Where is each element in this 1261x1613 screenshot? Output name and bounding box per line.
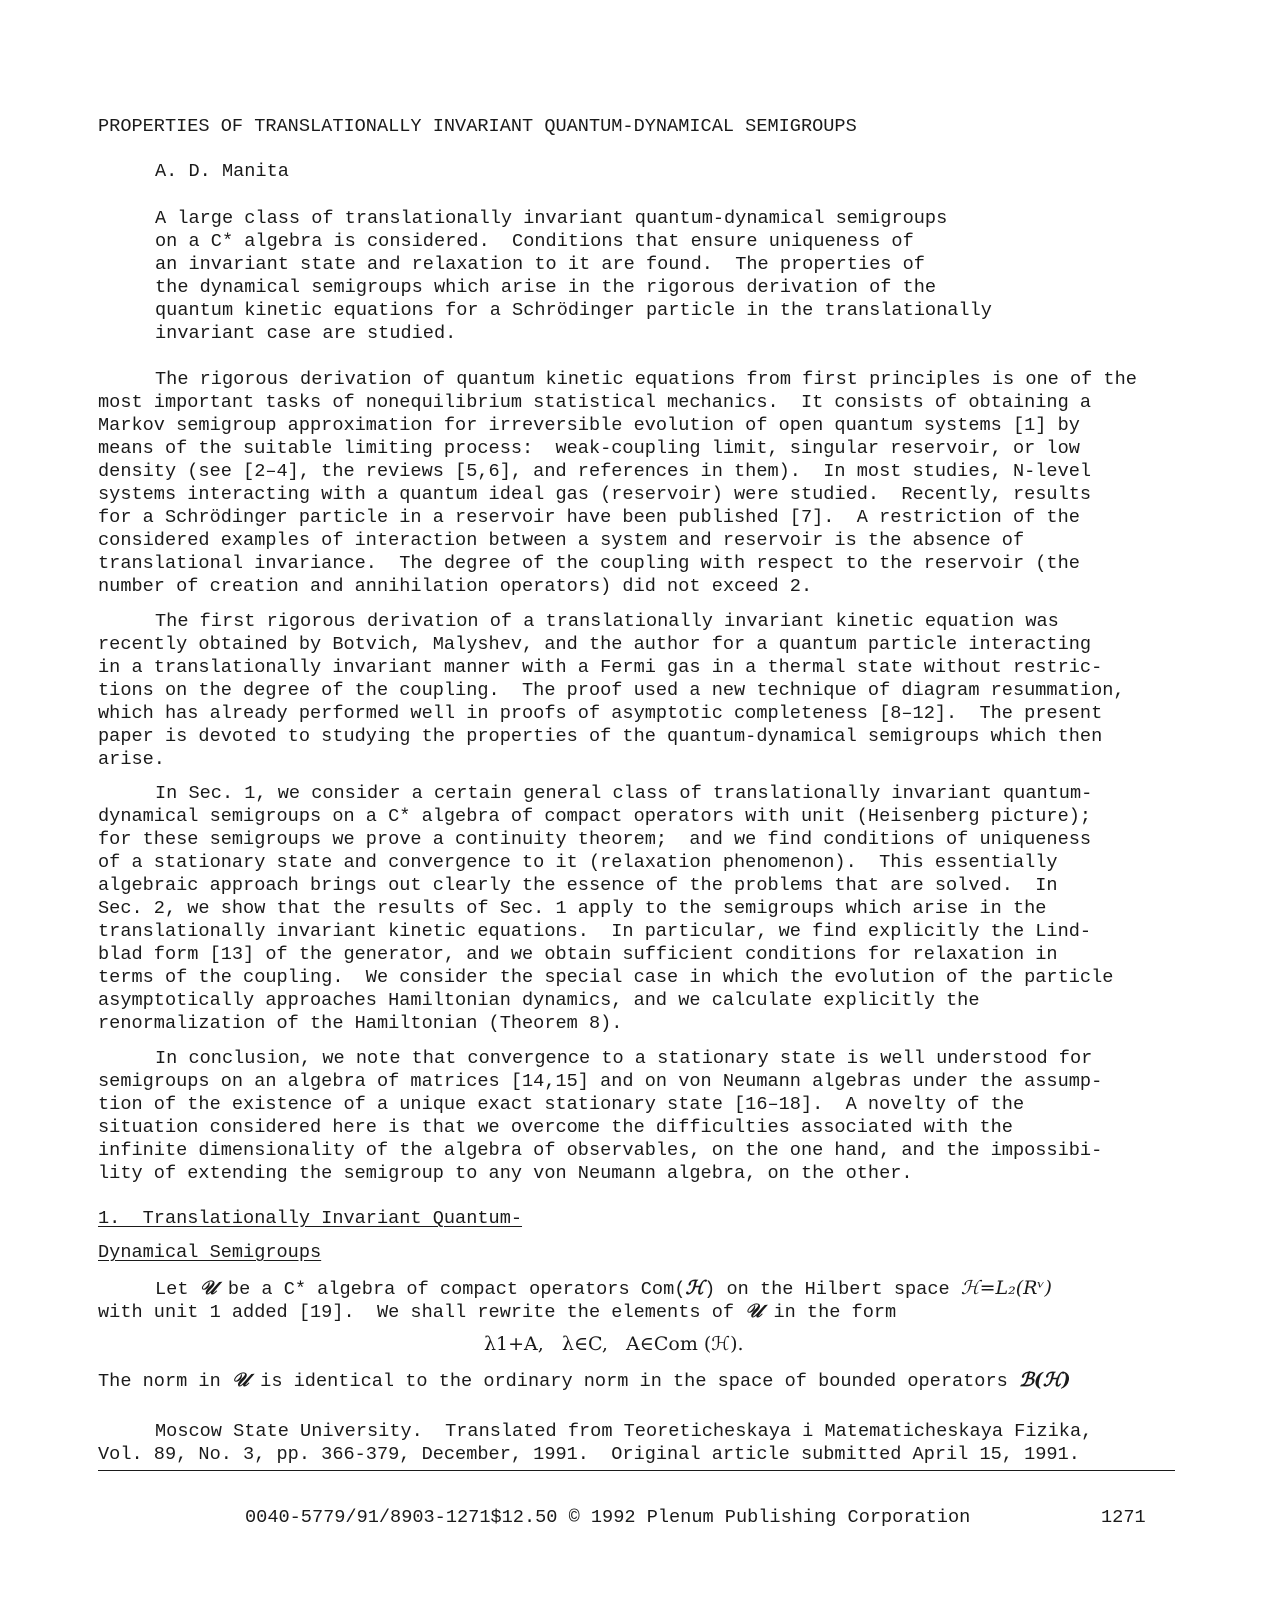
- paragraph-line: considered examples of interaction between a system and reservoir is the absence of: [98, 530, 1025, 551]
- paragraph-line: systems interacting with a quantum ideal gas (reservoir) were studied. Recently, results: [98, 484, 1092, 505]
- math-expression: ℬ(ℋ): [1018, 1369, 1071, 1391]
- paragraph-line: arise.: [98, 749, 165, 770]
- paragraph-line: lity of extending the semigroup to any von Neumann algebra, on the other.: [98, 1163, 913, 1184]
- paragraph-line: Markov semigroup approximation for irreversible evolution of open quantum systems [1] by: [98, 415, 1080, 436]
- paragraph-line: blad form [13] of the generator, and we obtain sufficient conditions for relaxation in: [98, 944, 1058, 965]
- display-formula: λ1+A, λ∈C, A∈Com (ℋ).: [484, 1333, 744, 1355]
- paragraph-line: semigroups on an algebra of matrices [14,15] and on von Neumann algebras under the assump-: [98, 1071, 1103, 1092]
- paragraph-line: In Sec. 1, we consider a certain general class of translationally invariant quantum-: [155, 783, 1093, 804]
- paragraph-line: of a stationary state and convergence to it (relaxation phenomenon). This essentially: [98, 852, 1058, 873]
- math-expression: ℋ=L₂(Rᵛ): [960, 1277, 1052, 1299]
- paragraph-line: number of creation and annihilation operators) did not exceed 2.: [98, 576, 813, 597]
- page-number: 1271: [1101, 1507, 1146, 1528]
- paragraph-line: In conclusion, we note that convergence to a stationary state is well understood for: [155, 1048, 1093, 1069]
- math-symbol: 𝒰: [745, 1300, 763, 1322]
- section-heading-line: Dynamical Semigroups: [98, 1242, 322, 1263]
- paper-title: PROPERTIES OF TRANSLATIONALLY INVARIANT QUANTUM-DYNAMICAL SEMIGROUPS: [98, 116, 857, 137]
- footnote-line: Vol. 89, No. 3, pp. 366-379, December, 1991. Original article submitted April 15, 1991.: [98, 1444, 1080, 1465]
- section-line: [155, 1277, 1052, 1300]
- paragraph-line: tion of the existence of a unique exact stationary state [16–18]. A novelty of the: [98, 1094, 1025, 1115]
- paragraph-line: infinite dimensionality of the algebra of observables, on the one hand, and the impossibi-: [98, 1140, 1103, 1161]
- paragraph-line: situation considered here is that we overcome the difficulties associated with the: [98, 1117, 1013, 1138]
- abstract-line: invariant case are studied.: [155, 323, 457, 344]
- abstract-line: quantum kinetic equations for a Schrödinger particle in the translationally: [155, 300, 992, 321]
- paragraph-line: Sec. 2, we show that the results of Sec. 1 apply to the semigroups which arise in the: [98, 898, 1047, 919]
- abstract-line: the dynamical semigroups which arise in the rigorous derivation of the: [155, 277, 937, 298]
- paragraph-line: means of the suitable limiting process: weak-coupling limit, singular reservoir, or low: [98, 438, 1080, 459]
- paragraph-line: most important tasks of nonequilibrium statistical mechanics. It consists of obtaining a: [98, 392, 1092, 413]
- section-line: [98, 1300, 896, 1323]
- text-run: in the form: [762, 1302, 897, 1323]
- paragraph-line: The rigorous derivation of quantum kinetic equations from first principles is one of the: [155, 369, 1137, 390]
- section-line: [98, 1369, 1071, 1392]
- abstract-line: an invariant state and relaxation to it are found. The properties of: [155, 254, 925, 275]
- text-run: is identical to the ordinary norm in the space of bounded operators: [249, 1371, 1019, 1392]
- text-run: ) on the Hilbert space: [704, 1279, 961, 1300]
- footnote-line: Moscow State University. Translated from Teoreticheskaya i Matematicheskaya Fizika,: [155, 1421, 1093, 1442]
- math-symbol: 𝒰: [199, 1277, 217, 1299]
- paragraph-line: for these semigroups we prove a continuity theorem; and we find conditions of uniqueness: [98, 829, 1092, 850]
- paragraph-line: asymptotically approaches Hamiltonian dynamics, and we calculate explicitly the: [98, 990, 980, 1011]
- paragraph-line: tions on the degree of the coupling. The proof used a new technique of diagram resummation,: [98, 680, 1125, 701]
- math-symbol: 𝒰: [231, 1369, 250, 1391]
- text-run: be a C* algebra of compact operators Com(: [216, 1279, 686, 1300]
- paragraph-line: translational invariance. The degree of the coupling with respect to the reservoir (the: [98, 553, 1080, 574]
- abstract-line: A large class of translationally invariant quantum-dynamical semigroups: [155, 208, 948, 229]
- text-run: with unit 1 added [19]. We shall rewrite the elements of: [98, 1302, 746, 1323]
- footnote-divider: [98, 1470, 1175, 1471]
- paragraph-line: in a translationally invariant manner with a Fermi gas in a thermal state without restric-: [98, 657, 1103, 678]
- author-name: A. D. Manita: [155, 161, 289, 182]
- section-heading-line: 1. Translationally Invariant Quantum-: [98, 1208, 523, 1229]
- paragraph-line: The first rigorous derivation of a translationally invariant kinetic equation was: [155, 611, 1059, 632]
- text-run: Let: [155, 1279, 200, 1300]
- paragraph-line: terms of the coupling. We consider the special case in which the evolution of the particle: [98, 967, 1114, 988]
- paragraph-line: algebraic approach brings out clearly the essence of the problems that are solved. In: [98, 875, 1058, 896]
- text-run: The norm in: [98, 1371, 232, 1392]
- paragraph-line: for a Schrödinger particle in a reservoir have been published [7]. A restriction of the: [98, 507, 1080, 528]
- math-symbol: ℋ: [685, 1277, 705, 1299]
- paragraph-line: renormalization of the Hamiltonian (Theorem 8).: [98, 1013, 623, 1034]
- abstract-line: on a C* algebra is considered. Conditions that ensure uniqueness of: [155, 231, 914, 252]
- paragraph-line: paper is devoted to studying the properties of the quantum-dynamical semigroups which then: [98, 726, 1103, 747]
- paragraph-line: dynamical semigroups on a C* algebra of compact operators with unit (Heisenberg picture);: [98, 806, 1092, 827]
- paragraph-line: which has already performed well in proofs of asymptotic completeness [8–12]. The present: [98, 703, 1103, 724]
- paragraph-line: density (see [2–4], the reviews [5,6], and references in them). In most studies, N-level: [98, 461, 1092, 482]
- paragraph-line: translationally invariant kinetic equations. In particular, we find explicitly the Lind-: [98, 921, 1092, 942]
- paragraph-line: recently obtained by Botvich, Malyshev, and the author for a quantum particle interacting: [98, 634, 1092, 655]
- publication-code: 0040-5779/91/8903-1271$12.50 © 1992 Plenum Publishing Corporation: [245, 1507, 971, 1528]
